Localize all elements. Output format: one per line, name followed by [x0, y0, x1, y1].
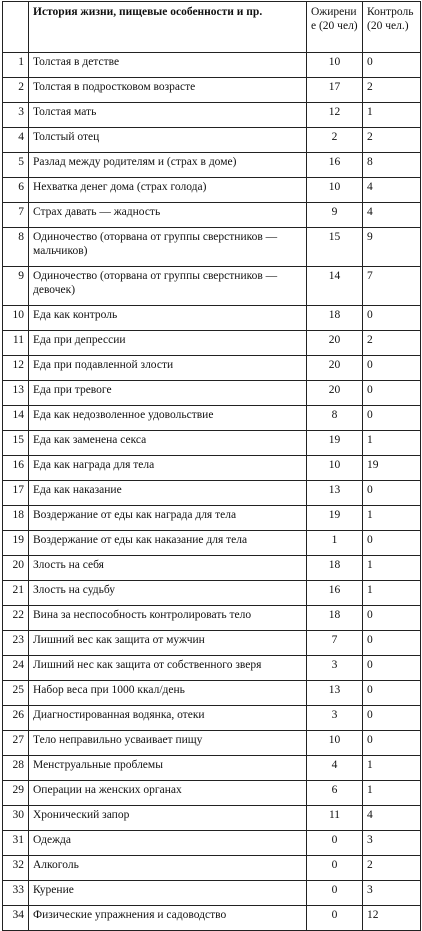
row-obese-count-cell: 10	[307, 178, 363, 203]
header-number-cell	[3, 2, 29, 53]
row-history-cell: Хронический запор	[29, 806, 307, 831]
table-row	[3, 731, 421, 756]
row-control-count-cell: 0	[363, 631, 421, 656]
table-row	[3, 606, 421, 631]
row-control-count-cell: 12	[363, 906, 421, 931]
row-control-count-cell: 3	[363, 831, 421, 856]
row-number-cell: 9	[3, 267, 29, 306]
row-obese-count-cell: 6	[307, 781, 363, 806]
table-row	[3, 103, 421, 128]
row-number-cell: 14	[3, 406, 29, 431]
row-history-cell: Еда при тревоге	[29, 381, 307, 406]
row-history-cell: Воздержание от еды как награда для тела	[29, 506, 307, 531]
row-history-cell: Страх давать — жадность	[29, 203, 307, 228]
row-control-count-cell: 1	[363, 756, 421, 781]
row-number-cell: 24	[3, 656, 29, 681]
row-number-cell: 3	[3, 103, 29, 128]
row-control-count-cell: 0	[363, 381, 421, 406]
row-control-count-cell: 1	[363, 581, 421, 606]
row-obese-count-cell: 9	[307, 203, 363, 228]
row-history-cell: Менструальные проблемы	[29, 756, 307, 781]
row-number-cell: 1	[3, 53, 29, 78]
row-obese-count-cell: 7	[307, 631, 363, 656]
table-header-row	[3, 2, 421, 53]
table-row	[3, 806, 421, 831]
table-row	[3, 556, 421, 581]
row-obese-count-cell: 10	[307, 456, 363, 481]
row-history-cell: Злость на судьбу	[29, 581, 307, 606]
row-history-cell: Алкоголь	[29, 856, 307, 881]
row-control-count-cell: 0	[363, 706, 421, 731]
table-row	[3, 706, 421, 731]
header-obese-cell: Ожирени е (20 чел)	[307, 2, 363, 53]
row-number-cell: 25	[3, 681, 29, 706]
row-history-cell: Еда как контроль	[29, 306, 307, 331]
row-number-cell: 34	[3, 906, 29, 931]
row-control-count-cell: 0	[363, 406, 421, 431]
row-number-cell: 12	[3, 356, 29, 381]
row-number-cell: 23	[3, 631, 29, 656]
row-number-cell: 30	[3, 806, 29, 831]
table-row	[3, 53, 421, 78]
row-control-count-cell: 2	[363, 331, 421, 356]
life-history-table	[2, 1, 421, 931]
row-obese-count-cell: 2	[307, 128, 363, 153]
row-number-cell: 8	[3, 228, 29, 267]
table-row	[3, 531, 421, 556]
row-obese-count-cell: 19	[307, 431, 363, 456]
row-obese-count-cell: 15	[307, 228, 363, 267]
row-control-count-cell: 0	[363, 531, 421, 556]
row-obese-count-cell: 11	[307, 806, 363, 831]
row-obese-count-cell: 0	[307, 831, 363, 856]
row-history-cell: Злость на себя	[29, 556, 307, 581]
row-history-cell: Вина за неспособность контролировать тело	[29, 606, 307, 631]
row-obese-count-cell: 4	[307, 756, 363, 781]
row-number-cell: 26	[3, 706, 29, 731]
row-obese-count-cell: 14	[307, 267, 363, 306]
table-row	[3, 203, 421, 228]
row-history-cell: Толстая мать	[29, 103, 307, 128]
table-row	[3, 656, 421, 681]
row-obese-count-cell: 18	[307, 306, 363, 331]
row-control-count-cell: 2	[363, 856, 421, 881]
row-obese-count-cell: 19	[307, 506, 363, 531]
row-control-count-cell: 1	[363, 781, 421, 806]
row-history-cell: Толстая в подростковом возрасте	[29, 78, 307, 103]
row-number-cell: 28	[3, 756, 29, 781]
row-number-cell: 10	[3, 306, 29, 331]
row-control-count-cell: 0	[363, 606, 421, 631]
row-control-count-cell: 2	[363, 78, 421, 103]
row-obese-count-cell: 13	[307, 681, 363, 706]
table-row	[3, 178, 421, 203]
row-history-cell: Еда как недозволенное удовольствие	[29, 406, 307, 431]
table-row	[3, 456, 421, 481]
table-row	[3, 506, 421, 531]
row-control-count-cell: 0	[363, 481, 421, 506]
row-obese-count-cell: 20	[307, 356, 363, 381]
table-row	[3, 781, 421, 806]
row-number-cell: 19	[3, 531, 29, 556]
table-row	[3, 856, 421, 881]
row-obese-count-cell: 17	[307, 78, 363, 103]
row-control-count-cell: 3	[363, 881, 421, 906]
table-row	[3, 128, 421, 153]
row-control-count-cell: 1	[363, 556, 421, 581]
row-control-count-cell: 9	[363, 228, 421, 267]
table-row	[3, 381, 421, 406]
row-number-cell: 27	[3, 731, 29, 756]
table-row	[3, 406, 421, 431]
table-row	[3, 306, 421, 331]
row-history-cell: Еда при подавленной злости	[29, 356, 307, 381]
table-row	[3, 831, 421, 856]
row-number-cell: 11	[3, 331, 29, 356]
row-history-cell: Набор веса при 1000 ккал/день	[29, 681, 307, 706]
row-number-cell: 13	[3, 381, 29, 406]
table-row	[3, 78, 421, 103]
row-number-cell: 31	[3, 831, 29, 856]
row-number-cell: 5	[3, 153, 29, 178]
row-obese-count-cell: 16	[307, 153, 363, 178]
table-row	[3, 431, 421, 456]
row-control-count-cell: 0	[363, 306, 421, 331]
row-number-cell: 32	[3, 856, 29, 881]
row-history-cell: Операции на женских органах	[29, 781, 307, 806]
row-control-count-cell: 0	[363, 53, 421, 78]
row-number-cell: 33	[3, 881, 29, 906]
row-control-count-cell: 1	[363, 431, 421, 456]
row-history-cell: Лишний нес как защита от собственного зверя	[29, 656, 307, 681]
row-obese-count-cell: 18	[307, 556, 363, 581]
row-history-cell: Толстый отец	[29, 128, 307, 153]
row-obese-count-cell: 0	[307, 856, 363, 881]
table-body	[3, 2, 421, 931]
row-control-count-cell: 4	[363, 178, 421, 203]
row-history-cell: Одиночество (оторвана от группы сверстников — мальчиков)	[29, 228, 307, 267]
row-control-count-cell: 0	[363, 656, 421, 681]
row-history-cell: Еда как заменена секса	[29, 431, 307, 456]
row-history-cell: Одежда	[29, 831, 307, 856]
row-history-cell: Толстая в детстве	[29, 53, 307, 78]
row-number-cell: 29	[3, 781, 29, 806]
row-obese-count-cell: 8	[307, 406, 363, 431]
row-control-count-cell: 0	[363, 356, 421, 381]
row-obese-count-cell: 3	[307, 706, 363, 731]
row-obese-count-cell: 0	[307, 881, 363, 906]
row-history-cell: Разлад между родителям и (страх в доме)	[29, 153, 307, 178]
row-control-count-cell: 1	[363, 103, 421, 128]
row-control-count-cell: 8	[363, 153, 421, 178]
table-row	[3, 481, 421, 506]
row-number-cell: 7	[3, 203, 29, 228]
table-row	[3, 681, 421, 706]
row-number-cell: 15	[3, 431, 29, 456]
table-row	[3, 153, 421, 178]
table-row	[3, 581, 421, 606]
table-row	[3, 756, 421, 781]
row-control-count-cell: 4	[363, 203, 421, 228]
row-obese-count-cell: 20	[307, 381, 363, 406]
row-control-count-cell: 1	[363, 506, 421, 531]
row-control-count-cell: 7	[363, 267, 421, 306]
row-obese-count-cell: 0	[307, 906, 363, 931]
table-row	[3, 881, 421, 906]
row-history-cell: Еда как наказание	[29, 481, 307, 506]
row-history-cell: Нехватка денег дома (страх голода)	[29, 178, 307, 203]
row-number-cell: 21	[3, 581, 29, 606]
row-history-cell: Тело неправильно усваивает пищу	[29, 731, 307, 756]
row-number-cell: 4	[3, 128, 29, 153]
row-obese-count-cell: 13	[307, 481, 363, 506]
row-control-count-cell: 2	[363, 128, 421, 153]
row-obese-count-cell: 10	[307, 53, 363, 78]
row-control-count-cell: 19	[363, 456, 421, 481]
row-number-cell: 20	[3, 556, 29, 581]
row-obese-count-cell: 16	[307, 581, 363, 606]
row-obese-count-cell: 10	[307, 731, 363, 756]
row-obese-count-cell: 1	[307, 531, 363, 556]
table-row	[3, 267, 421, 306]
row-obese-count-cell: 20	[307, 331, 363, 356]
row-number-cell: 17	[3, 481, 29, 506]
row-history-cell: Одиночество (оторвана от группы сверстников — девочек)	[29, 267, 307, 306]
row-obese-count-cell: 12	[307, 103, 363, 128]
row-history-cell: Еда как награда для тела	[29, 456, 307, 481]
row-number-cell: 16	[3, 456, 29, 481]
row-number-cell: 18	[3, 506, 29, 531]
table-row	[3, 331, 421, 356]
table-row	[3, 631, 421, 656]
row-number-cell: 2	[3, 78, 29, 103]
row-obese-count-cell: 3	[307, 656, 363, 681]
row-control-count-cell: 0	[363, 681, 421, 706]
row-history-cell: Физические упражнения и садоводство	[29, 906, 307, 931]
row-history-cell: Лишний вес как защита от мужчин	[29, 631, 307, 656]
row-number-cell: 22	[3, 606, 29, 631]
header-history-cell: История жизни, пищевые особенности и пр.	[29, 2, 307, 53]
row-obese-count-cell: 18	[307, 606, 363, 631]
row-history-cell: Еда при депрессии	[29, 331, 307, 356]
table-row	[3, 356, 421, 381]
row-control-count-cell: 4	[363, 806, 421, 831]
row-history-cell: Курение	[29, 881, 307, 906]
header-control-cell: Контроль (20 чел.)	[363, 2, 421, 53]
table-row	[3, 228, 421, 267]
row-history-cell: Диагностированная водянка, отеки	[29, 706, 307, 731]
row-history-cell: Воздержание от еды как наказание для тела	[29, 531, 307, 556]
table-row	[3, 906, 421, 931]
row-control-count-cell: 0	[363, 731, 421, 756]
row-number-cell: 6	[3, 178, 29, 203]
